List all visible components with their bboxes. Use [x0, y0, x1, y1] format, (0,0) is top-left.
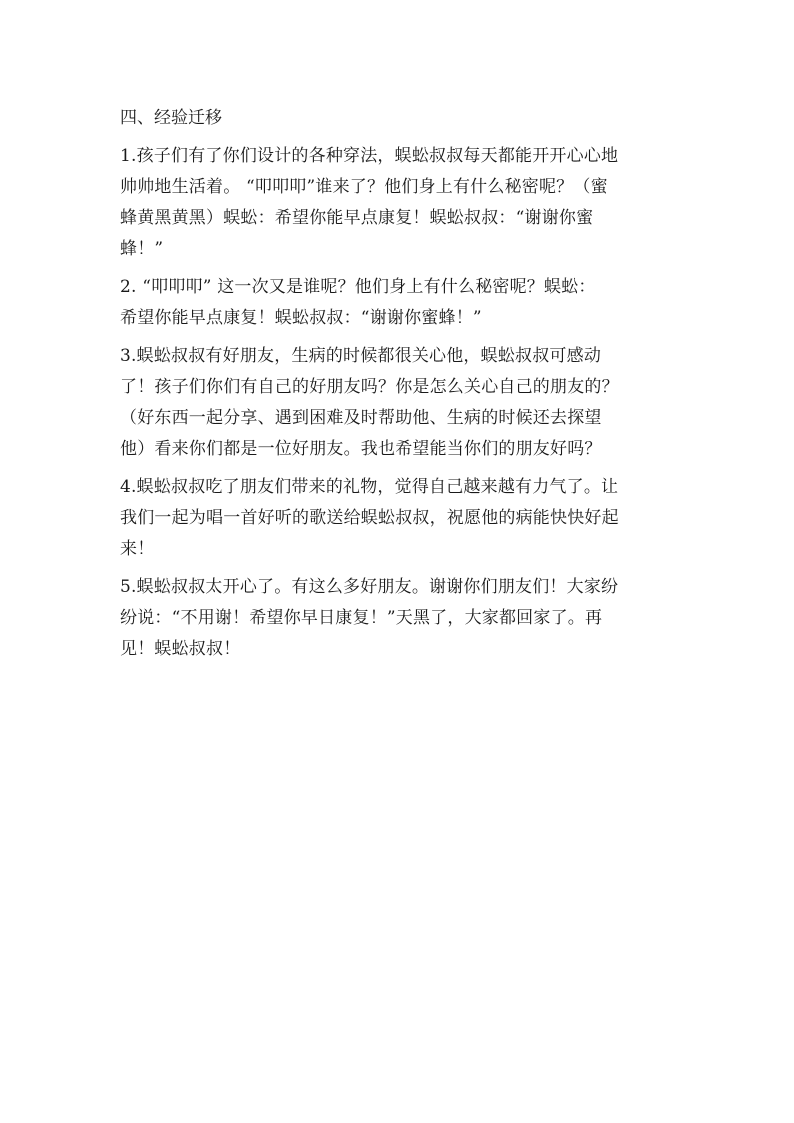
text-line: 蜂！”: [120, 239, 164, 259]
text-line: 了！孩子们你们有自己的好朋友吗？你是怎么关心自己的朋友的？: [120, 377, 619, 397]
text-line: 帅帅地生活着。 “叩叩叩”谁来了？他们身上有什么秘密呢？（蜜: [120, 177, 608, 197]
paragraph-2: [120, 272, 676, 334]
text-line: 蜂黄黑黄黑）蜈蚣：希望你能早点康复！蜈蚣叔叔：“谢谢你蜜: [120, 208, 594, 228]
paragraph-3: [120, 341, 676, 465]
text-line: （好东西一起分享、遇到困难及时帮助他、生病的时候还去探望: [120, 408, 602, 428]
text-line: 他）看来你们都是一位好朋友。我也希望能当你们的朋友好吗？: [120, 439, 602, 459]
text-line: 希望你能早点康复！蜈蚣叔叔：“谢谢你蜜蜂！”: [120, 308, 482, 328]
paragraph-4: [120, 472, 676, 565]
spacer: [120, 334, 676, 341]
section-heading: 四、经验迁移: [120, 108, 222, 128]
spacer: [120, 265, 676, 272]
document-body: [120, 102, 676, 665]
text-line: 见！蜈蚣叔叔！: [120, 639, 241, 659]
text-line: 来！: [120, 539, 155, 559]
text-line: 我们一起为唱一首好听的歌送给蜈蚣叔叔，祝愿他的病能快快好起: [120, 508, 619, 528]
text-line: 2. “叩叩叩” 这一次又是谁呢？他们身上有什么秘密呢？蜈蚣：: [120, 277, 596, 297]
spacer: [120, 565, 676, 572]
text-line: 5.蜈蚣叔叔太开心了。有这么多好朋友。谢谢你们朋友们！大家纷: [120, 577, 619, 597]
paragraph-1: [120, 141, 676, 265]
text-line: 4.蜈蚣叔叔吃了朋友们带来的礼物，觉得自己越来越有力气了。让: [120, 477, 619, 497]
spacer: [120, 465, 676, 472]
text-line: 纷说：“不用谢！希望你早日康复！”天黑了，大家都回家了。再: [120, 608, 603, 628]
text-line: 3.蜈蚣叔叔有好朋友，生病的时候都很关心他，蜈蚣叔叔可感动: [120, 346, 602, 366]
spacer: [120, 134, 676, 141]
paragraph-5: [120, 572, 676, 665]
text-line: 1.孩子们有了你们设计的各种穿法，蜈蚣叔叔每天都能开开心心地: [120, 146, 619, 166]
